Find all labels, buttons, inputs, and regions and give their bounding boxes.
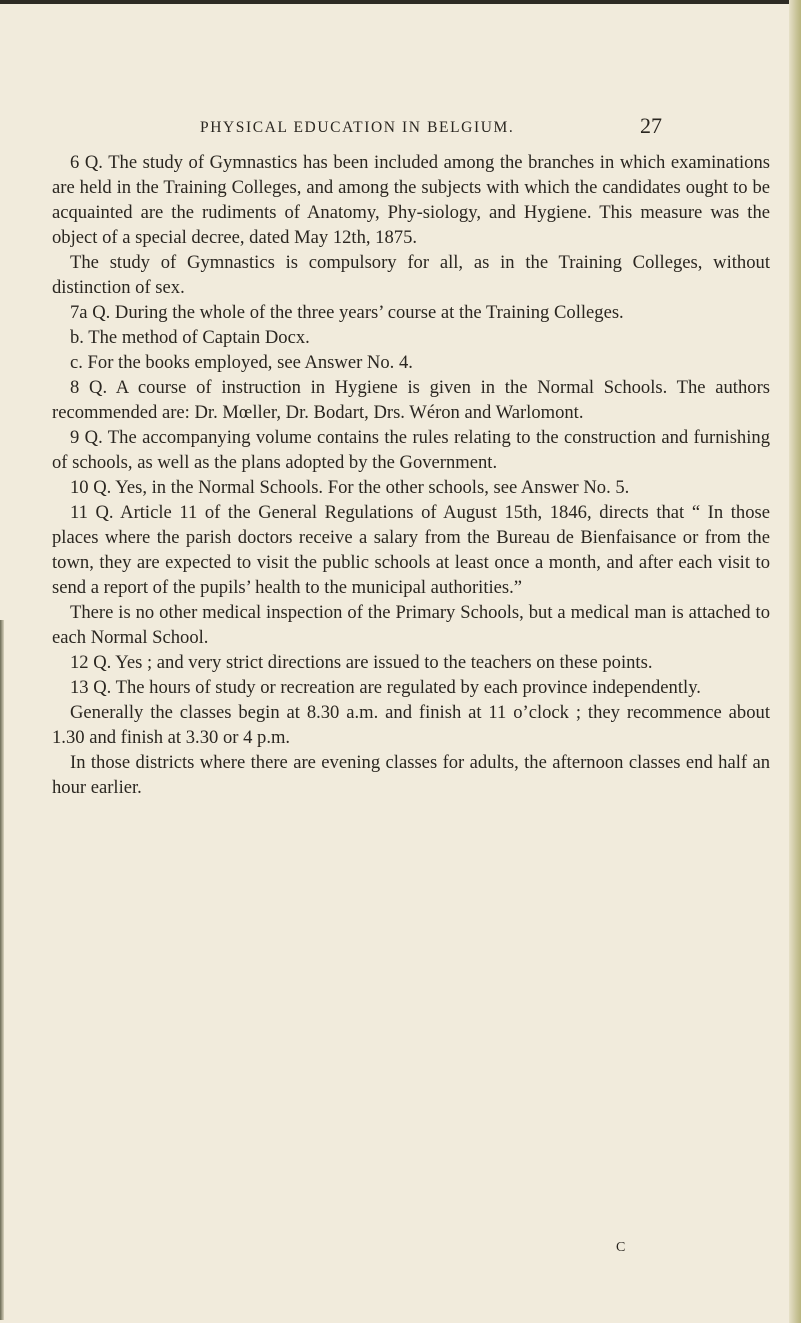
paragraph: b. The method of Captain Docx. bbox=[70, 327, 310, 348]
signature-mark: C bbox=[616, 1240, 626, 1255]
paragraph: c. For the books employed, see Answer No. 4. bbox=[70, 352, 413, 373]
paragraph: The study of Gymnastics is compulsory for all, as in the Training Colleges, without distinction of sex. bbox=[52, 252, 770, 298]
paragraph: 8 Q. A course of instruction in Hygiene is given in the Normal Schools. The authors recommended are: Dr. Mœller, Dr. Bodart, Drs. Wéron and Warlomont. bbox=[52, 377, 770, 423]
page-right-edge bbox=[789, 0, 801, 1323]
paragraph: There is no other medical inspection of the Primary Schools, but a medical man is attached to each Normal School. bbox=[52, 602, 770, 648]
page-left-edge bbox=[0, 620, 4, 1320]
paragraph: 12 Q. Yes ; and very strict directions are issued to the teachers on these points. bbox=[70, 652, 653, 673]
paragraph: 7a Q. During the whole of the three years’ course at the Training Colleges. bbox=[70, 302, 624, 323]
paragraph: 13 Q. The hours of study or recreation are regulated by each province independently. bbox=[70, 677, 701, 698]
page-top-edge bbox=[0, 0, 789, 4]
body-text bbox=[52, 150, 770, 800]
paragraph: 6 Q. The study of Gymnastics has been included among the branches in which examinations are held in the Training Colleges, and among the subjects with which the candidates ought to be acquainted are the rudiments of Anatomy, Phy-siology, and Hygiene. This measure was the object of a special decree, dated May 12th, 1875. bbox=[52, 152, 770, 248]
page-number: 27 bbox=[640, 113, 662, 138]
paragraph: 9 Q. The accompanying volume contains the rules relating to the construction and furnishing of schools, as well as the plans adopted by the Government. bbox=[52, 427, 770, 473]
paragraph: 10 Q. Yes, in the Normal Schools. For the other schools, see Answer No. 5. bbox=[70, 477, 630, 498]
paragraph: Generally the classes begin at 8.30 a.m. and finish at 11 o’clock ; they recommence about 1.30 and finish at 3.30 or 4 p.m. bbox=[52, 702, 770, 748]
paragraph: 11 Q. Article 11 of the General Regulations of August 15th, 1846, directs that “ In those places where the parish doctors receive a salary from the Bureau de Bienfaisance or from the town, they are expected to visit the public schools at least once a month, and after each visit to send a report of the pupils’ health to the municipal authorities.” bbox=[52, 502, 770, 598]
paragraph: In those districts where there are evening classes for adults, the afternoon classes end half an hour earlier. bbox=[52, 752, 770, 798]
running-head: PHYSICAL EDUCATION IN BELGIUM. bbox=[200, 119, 515, 136]
page-header bbox=[0, 113, 801, 143]
